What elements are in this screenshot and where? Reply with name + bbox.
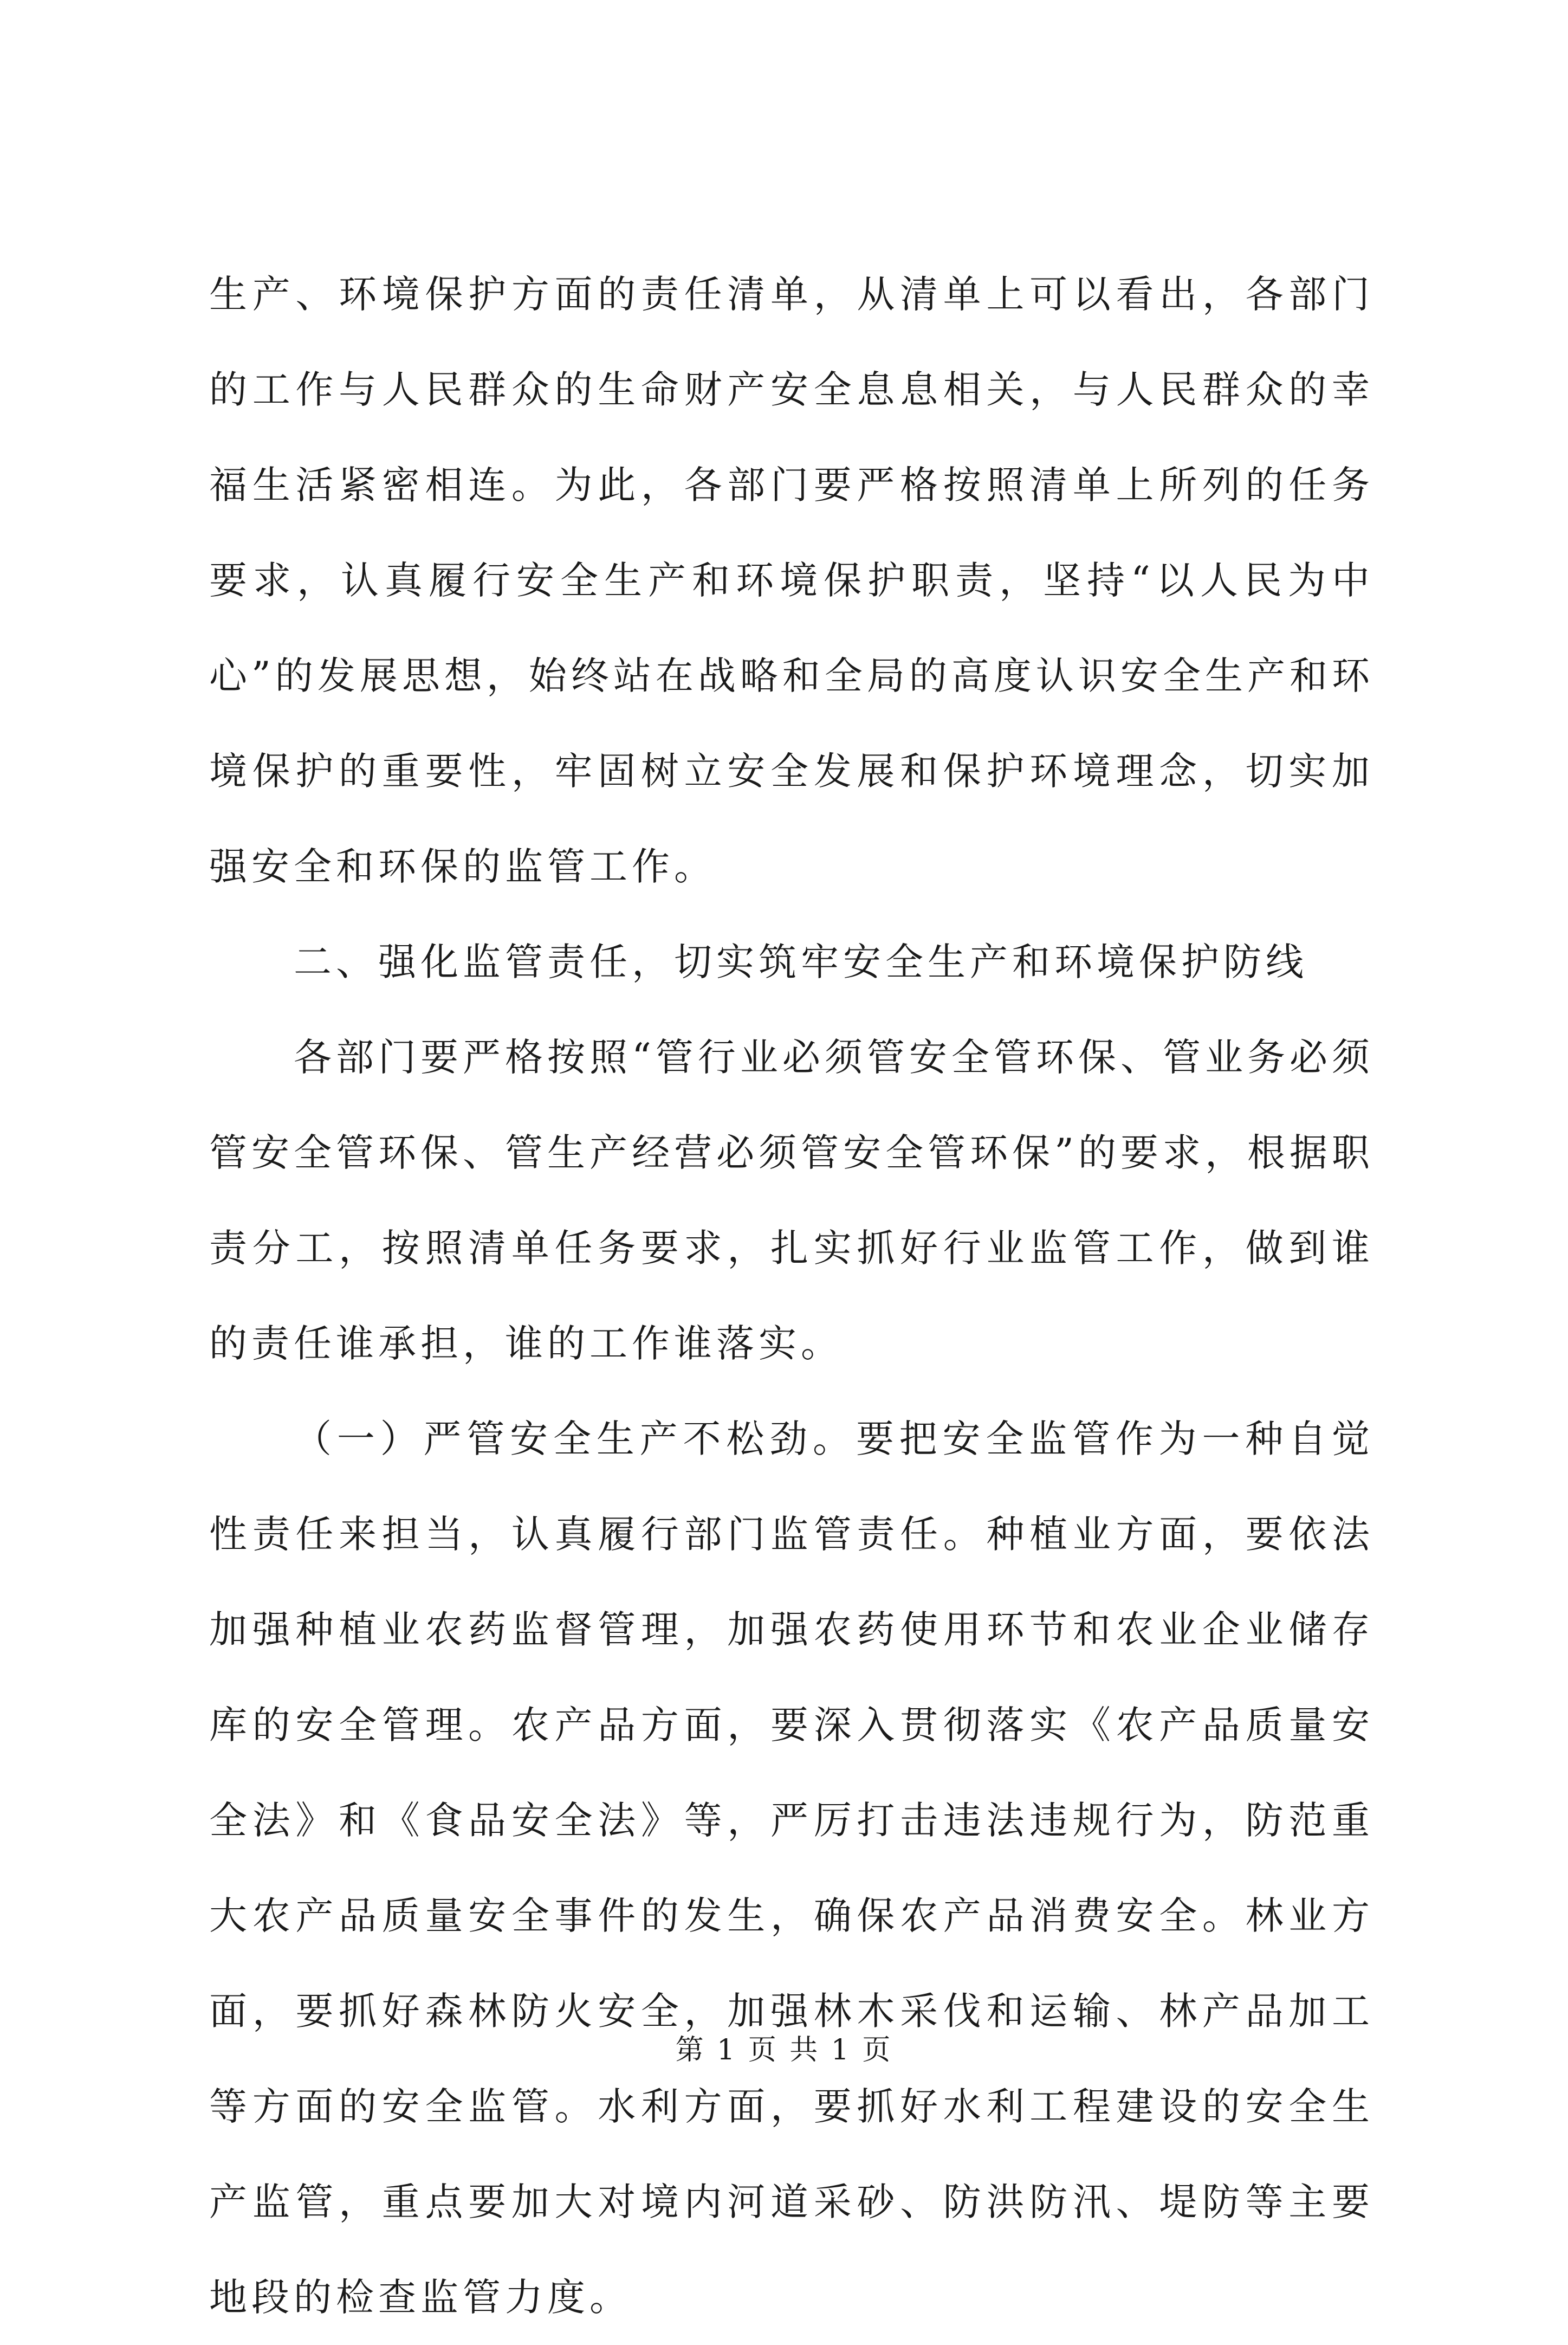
paragraph-department-requirements: 各部门要严格按照“管行业必须管安全管环保、管业务必须管安全管环保、管生产经营必须管安全管环保”的要求，根据职责分工，按照清单任务要求，扎实抓好行业监管工作，做到谁的责任谁承担，谁的工作谁落实。: [209, 1035, 1374, 1366]
paragraph-safety-production: （一）严管安全生产不松劲。要把安全监管作为一种自觉性责任来担当，认真履行部门监管责任。种植业方面，要依法加强种植业农药监督管理，加强农药使用环节和农业企业储存库的安全管理。农产品方面，要深入贯彻落实《农产品质量安全法》和《食品安全法》等，严厉打击违法违规行为，防范重大农产品质量安全事件的发生，确保农产品消费安全。林业方面，要抓好森林防火安全，加强林木采伐和运输、林产品加工等方面的安全监管。水利方面，要抓好水利工程建设的安全生产监管，重点要加大对境内河道采砂、防洪防汛、堤防等主要地段的检查监管力度。: [209, 1417, 1374, 2320]
page-footer: 第 1 页 共 1 页: [675, 2034, 893, 2066]
paragraph-responsibility-list: 生产、环境保护方面的责任清单，从清单上可以看出，各部门的工作与人民群众的生命财产安全息息相关，与人民群众的幸福生活紧密相连。为此，各部门要严格按照清单上所列的任务要求，认真履行安全生产和环境保护职责，坚持“以人民为中心”的发展思想，始终站在战略和全局的高度认识安全生产和环境保护的重要性，牢固树立安全发展和保护环境理念，切实加强安全和环保的监管工作。: [209, 272, 1374, 889]
section-heading-strengthen-supervision: 二、强化监管责任，切实筑牢安全生产和环境保护防线: [294, 940, 1308, 984]
